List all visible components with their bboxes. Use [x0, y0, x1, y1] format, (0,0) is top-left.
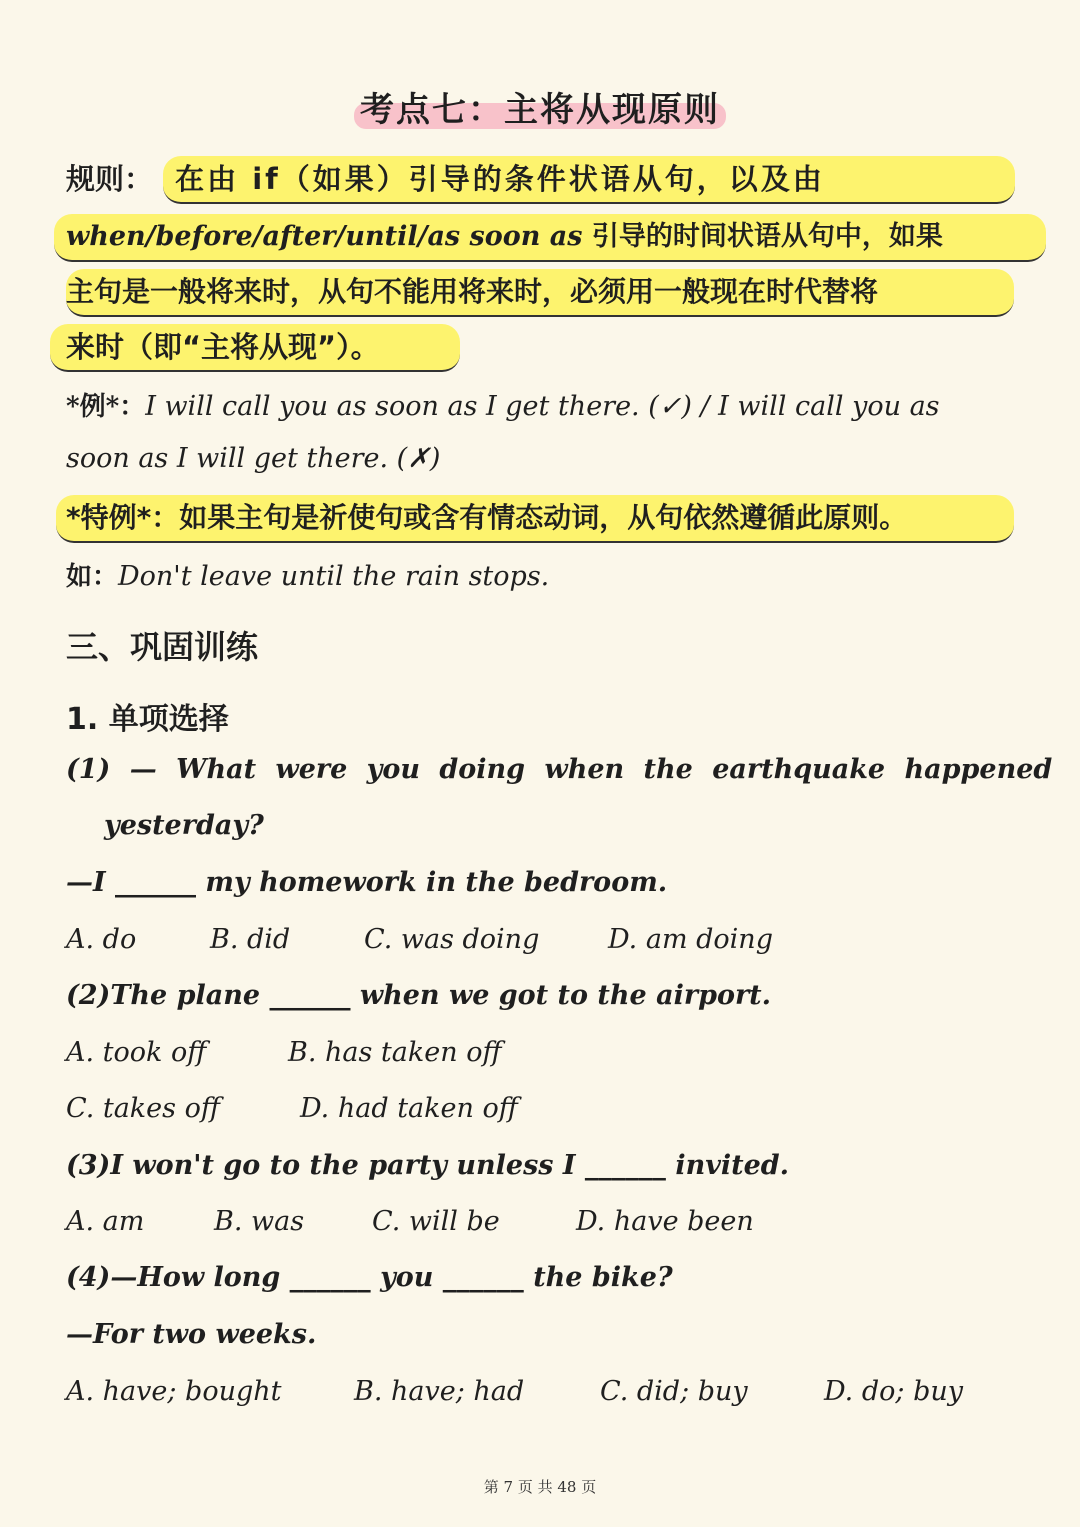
- option-a: A. took off: [66, 1037, 207, 1068]
- option-a: A. have; bought: [66, 1376, 282, 1407]
- rule-text-3: 主句是一般将来时，从句不能用将来时，必须用一般现在时代替将: [66, 269, 1014, 317]
- title-text: 考点七：主将从现原则: [360, 90, 720, 130]
- question-4-answer-line: —For two weeks.: [66, 1319, 317, 1350]
- option-d: D. am doing: [608, 924, 773, 955]
- rule-line-1: [66, 156, 1016, 202]
- title-container: [0, 82, 1080, 131]
- option-b: B. did: [210, 924, 291, 955]
- section-heading: 三、巩固训练: [66, 628, 259, 666]
- like-line: [66, 556, 1016, 593]
- page-footer: 第 7 页 共 48 页: [483, 1478, 597, 1496]
- option-c: C. did; buy: [600, 1376, 748, 1407]
- special-line: [56, 494, 1006, 540]
- option-b: B. has taken off: [288, 1037, 502, 1068]
- question-2-stem: (2)The plane ______ when we got to the airport.: [66, 980, 772, 1011]
- option-c: C. was doing: [364, 924, 540, 955]
- question-1-stem-cont: yesterday?: [104, 810, 264, 841]
- option-a: A. am: [66, 1206, 145, 1237]
- example-text-1: I will call you as soon as I get there. (✓) / I will call you as: [145, 391, 940, 422]
- question-1-stem: (1) — What were you doing when the earthquake happened: [66, 754, 1053, 785]
- rule-label: 规则：: [66, 162, 154, 196]
- rule-text-2: [54, 214, 1046, 262]
- question-1-answer-line: —I ______ my homework in the bedroom.: [66, 867, 668, 898]
- subsection-heading: 1. 单项选择: [66, 702, 229, 737]
- question-4-stem: (4)—How long ______ you ______ the bike?: [66, 1262, 673, 1293]
- option-d: D. had taken off: [300, 1093, 518, 1124]
- example-line-2: [66, 443, 1016, 474]
- like-label: 如：: [66, 562, 119, 592]
- rule-conjunctions: when/before/after/until/as soon as: [66, 221, 583, 252]
- question-3-stem: (3)I won't go to the party unless I ______ invited.: [66, 1150, 790, 1181]
- example-text-2: soon as I will get there. (✗): [66, 443, 441, 474]
- rule-text-4: 来时（即“主将从现”）。: [50, 324, 460, 372]
- rule-line-4: [50, 324, 1000, 370]
- option-c: C. takes off: [66, 1093, 220, 1124]
- rule-line-3: [66, 268, 1016, 314]
- example-label: *例*：: [66, 392, 146, 422]
- example-line-1: [66, 386, 1016, 423]
- option-b: B. have; had: [354, 1376, 525, 1407]
- option-d: D. have been: [576, 1206, 754, 1237]
- special-label: *特例*：: [66, 501, 180, 534]
- option-d: D. do; buy: [824, 1376, 963, 1407]
- option-a: A. do: [66, 924, 137, 955]
- rule-text-2-cn: 引导的时间状语从句中，如果: [582, 221, 943, 252]
- special-text-wrap: [56, 495, 1014, 543]
- like-text: Don't leave until the rain stops.: [118, 561, 550, 592]
- option-b: B. was: [214, 1206, 305, 1237]
- rule-text-1: 在由 if（如果）引导的条件状语从句，以及由: [163, 156, 1015, 204]
- rule-line-2: [54, 212, 1046, 258]
- option-c: C. will be: [372, 1206, 500, 1237]
- special-text: 如果主句是祈使句或含有情态动词，从句依然遵循此原则。: [179, 501, 908, 534]
- page-title: [354, 82, 726, 131]
